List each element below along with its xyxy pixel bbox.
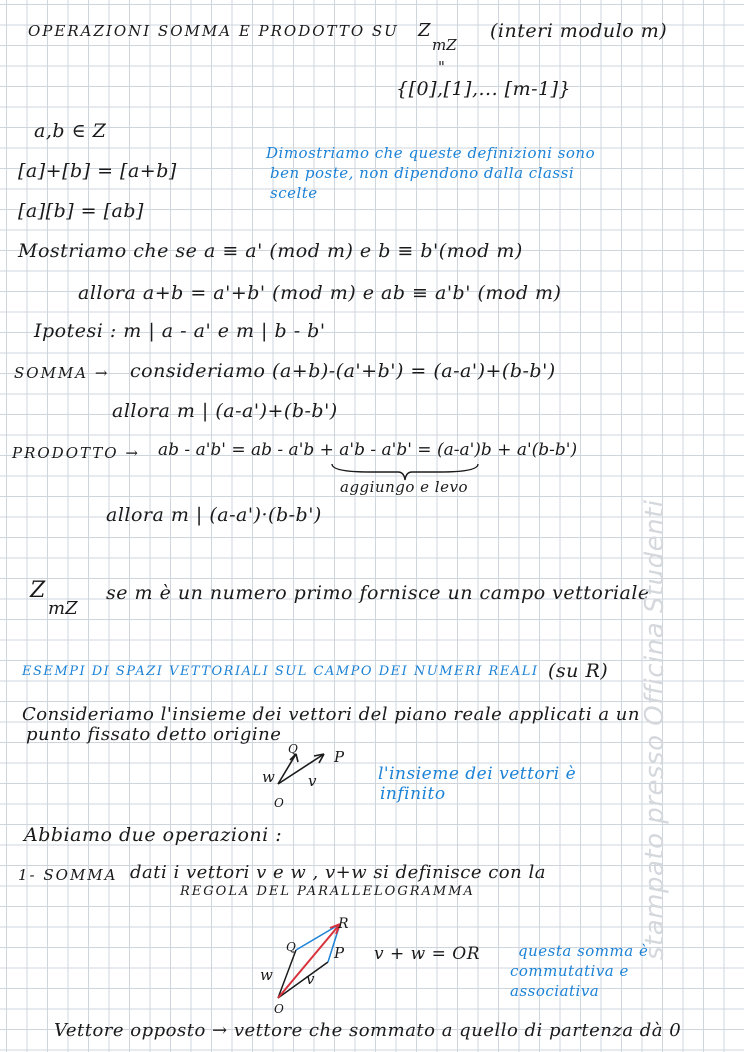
ab-in-z: a,b ∈ Z <box>34 120 107 142</box>
hypothesis: Ipotesi : m | a - a' e m | b - b' <box>34 320 326 342</box>
field-statement: se m è un numero primo fornisce un campo vettoriale <box>106 582 650 604</box>
infinite-note-line2: infinito <box>380 784 446 804</box>
commutative-note-line1: questa somma è <box>518 942 649 960</box>
two-operations: Abbiamo due operazioni : <box>24 824 283 846</box>
field-fraction-numerator: Z <box>30 578 46 603</box>
sum-label: SOMMA → <box>14 364 110 382</box>
title-parenthetical: (interi modulo m) <box>490 20 668 42</box>
opposite-vector: Vettore opposto → vettore che sommato a quello di partenza dà 0 <box>54 1020 682 1041</box>
diagram1-v: v <box>308 772 317 790</box>
diagram2-v: v <box>306 970 315 988</box>
well-defined-note-line2: ben poste, non dipendono dalla classi <box>270 164 575 182</box>
diagram2-o: O <box>274 1002 285 1016</box>
well-defined-note-line3: scelte <box>270 184 318 202</box>
then-statement: allora a+b = a'+b' (mod m) e ab ≡ a'b' (mod m) <box>78 282 562 304</box>
vector-set-line1: Consideriamo l'insieme dei vettori del piano reale applicati a un <box>22 704 640 725</box>
vector-set-line2: punto fissato detto origine <box>26 724 282 745</box>
examples-field-note: (su R) <box>548 660 609 682</box>
show-statement: Mostriamo che se a ≡ a' (mod m) e b ≡ b'(mod m) <box>18 240 523 262</box>
diagram2-q: Q <box>286 940 297 954</box>
diagram1-p: P <box>334 748 345 766</box>
product-label: PRODOTTO → <box>12 444 140 462</box>
op1-rule: REGOLA DEL PARALLELOGRAMMA <box>180 884 475 899</box>
op1-label: 1- SOMMA <box>18 866 118 884</box>
product-definition: [a][b] = [ab] <box>18 200 144 222</box>
diagram1-q: Q <box>288 742 299 756</box>
sum-equals-or: v + w = OR <box>374 944 480 964</box>
product-expansion: ab - a'b' = ab - a'b + a'b - a'b' = (a-a')b + a'(b-b') <box>158 440 578 460</box>
watermark: stampato presso Officina Studenti <box>640 499 670 960</box>
examples-heading: ESEMPI DI SPAZI VETTORIALI SUL CAMPO DEI NUMERI REALI <box>22 664 539 679</box>
diagram2-p: P <box>334 944 345 962</box>
diagram1-w: w <box>262 768 276 786</box>
vector-w-arrow <box>278 754 296 784</box>
diagram1-o: O <box>274 796 285 810</box>
field-fraction-denominator: mZ <box>48 598 78 619</box>
title-equals-mark: " <box>438 58 446 76</box>
vector-v-arrowhead <box>314 754 324 763</box>
sum-definition: [a]+[b] = [a+b] <box>18 160 177 182</box>
well-defined-note-line1: Dimostriamo che queste definizioni sono <box>266 144 596 162</box>
sum-conclusion: allora m | (a-a')+(b-b') <box>112 400 338 422</box>
diagram2-w: w <box>260 966 274 984</box>
title-fraction-denominator: mZ <box>432 36 457 54</box>
product-conclusion: allora m | (a-a')·(b-b') <box>106 504 322 526</box>
add-subtract-note: aggiungo e levo <box>340 478 468 496</box>
infinite-note-line1: l'insieme dei vettori è <box>378 764 577 784</box>
title-class-set: {[0],[1],... [m-1]} <box>396 78 572 100</box>
op1-description: dati i vettori v e w , v+w si definisce con la <box>130 862 546 883</box>
vector-v-arrow <box>278 754 324 784</box>
title-fraction-numerator: Z <box>418 20 431 41</box>
diagram2-r: R <box>338 916 350 932</box>
sum-consider: consideriamo (a+b)-(a'+b') = (a-a')+(b-b') <box>130 360 556 382</box>
commutative-note-line2: commutativa e <box>510 962 629 980</box>
title: OPERAZIONI SOMMA E PRODOTTO SU <box>28 22 399 40</box>
commutative-note-line3: associativa <box>510 982 600 1000</box>
